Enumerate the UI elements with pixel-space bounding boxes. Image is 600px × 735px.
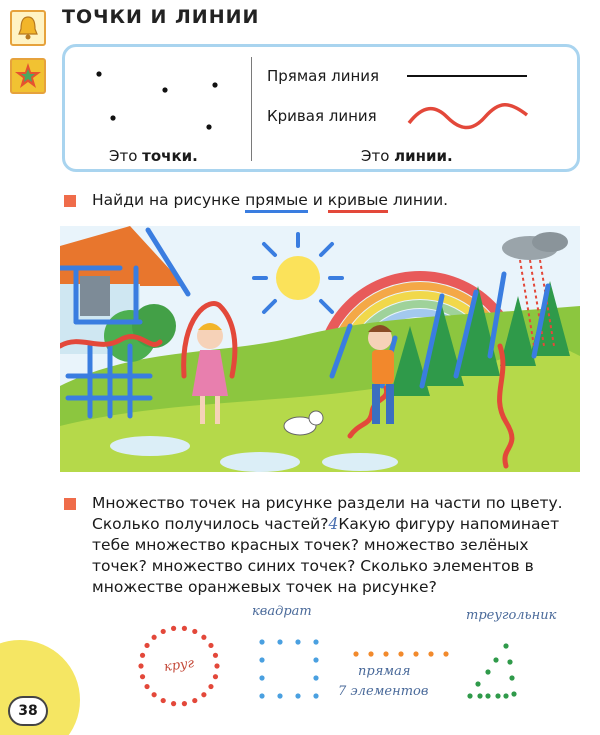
puddle [322, 453, 398, 471]
red-dot [208, 643, 213, 648]
star-icon [10, 58, 46, 94]
red-dot [138, 663, 143, 668]
line-label: прямая [358, 664, 411, 679]
blue-dot [277, 639, 282, 644]
red-dot [213, 653, 218, 658]
red-dot [152, 635, 157, 640]
green-dot [511, 691, 516, 696]
red-dot [192, 629, 197, 634]
blue-dot [313, 693, 318, 698]
handwritten-answer: 4 [328, 515, 339, 533]
point-sets-area [0, 600, 600, 735]
dots-caption: Это точки. [109, 147, 198, 165]
circle-label: круг [163, 655, 196, 676]
dot [96, 71, 101, 76]
task-find-lines: Найди на рисунке прямые и кривые линии. [64, 190, 584, 211]
scene-illustration [60, 226, 580, 472]
green-dot [475, 681, 480, 686]
line-examples [405, 63, 535, 133]
red-dot [214, 663, 219, 668]
red-dot [144, 643, 149, 648]
lines-caption: Это линии. [361, 147, 453, 165]
blue-dot [259, 639, 264, 644]
green-dot [477, 693, 482, 698]
green-dot [467, 693, 472, 698]
blue-dot [259, 657, 264, 662]
blue-dot [277, 693, 282, 698]
green-dot [485, 669, 490, 674]
dot [206, 124, 211, 129]
divider [251, 57, 252, 161]
red-dot [201, 635, 206, 640]
green-dot [493, 657, 498, 662]
orange-dot [368, 651, 373, 656]
task-divide-points: Множество точек на рисунке раздели на части по цвету. Сколько получилось частей?4Какую фигуру напоминает тебе множество красных точек? множество зелёных точек? множество синих точек? Сколько элементов в множестве оранжевых точек на рисунке? [64, 493, 586, 598]
green-dot [507, 659, 512, 664]
puddle [220, 452, 300, 472]
red-dot [201, 692, 206, 697]
dot [212, 82, 217, 87]
red-dot [140, 653, 145, 658]
red-dot [152, 692, 157, 697]
green-dot [495, 693, 500, 698]
orange-dot [383, 651, 388, 656]
straight-line-label: Прямая линия [267, 67, 380, 85]
definition-box [62, 44, 580, 172]
green-dot [509, 675, 514, 680]
blue-dot [313, 639, 318, 644]
green-dot [485, 693, 490, 698]
curve-line-sample [409, 105, 527, 128]
window [80, 276, 110, 316]
red-dot [161, 629, 166, 634]
orange-dot [443, 651, 448, 656]
blue-dot [295, 693, 300, 698]
word-curve: кривые [328, 191, 388, 213]
red-dot [182, 701, 187, 706]
word-straight: прямые [245, 191, 308, 213]
puddle [110, 436, 190, 456]
red-dot [208, 684, 213, 689]
task-bullet [64, 498, 76, 510]
red-dot [192, 698, 197, 703]
orange-dot [398, 651, 403, 656]
red-dot [182, 626, 187, 631]
line-count-label: 7 элементов [338, 684, 429, 699]
red-dot [213, 674, 218, 679]
orange-dot [413, 651, 418, 656]
red-dot [140, 674, 145, 679]
green-dot [503, 693, 508, 698]
page-title: ТОЧКИ И ЛИНИИ [62, 6, 260, 28]
blue-dot [259, 693, 264, 698]
blue-dot [259, 675, 264, 680]
curve-line-label: Кривая линия [267, 107, 377, 125]
dot [162, 87, 167, 92]
red-dot [144, 684, 149, 689]
sun [276, 256, 320, 300]
bell-icon [10, 10, 46, 46]
task-bullet [64, 195, 76, 207]
dots-illustration [65, 47, 245, 137]
square-label: квадрат [252, 604, 312, 619]
red-dot [171, 701, 176, 706]
green-dot [503, 643, 508, 648]
red-dot [161, 698, 166, 703]
orange-dot [428, 651, 433, 656]
red-dot [171, 626, 176, 631]
blue-dot [313, 675, 318, 680]
orange-dot [353, 651, 358, 656]
blue-dot [295, 639, 300, 644]
blue-dot [313, 657, 318, 662]
dot [110, 115, 115, 120]
triangle-label: треугольник [466, 608, 557, 623]
page-number: 38 [8, 696, 48, 726]
